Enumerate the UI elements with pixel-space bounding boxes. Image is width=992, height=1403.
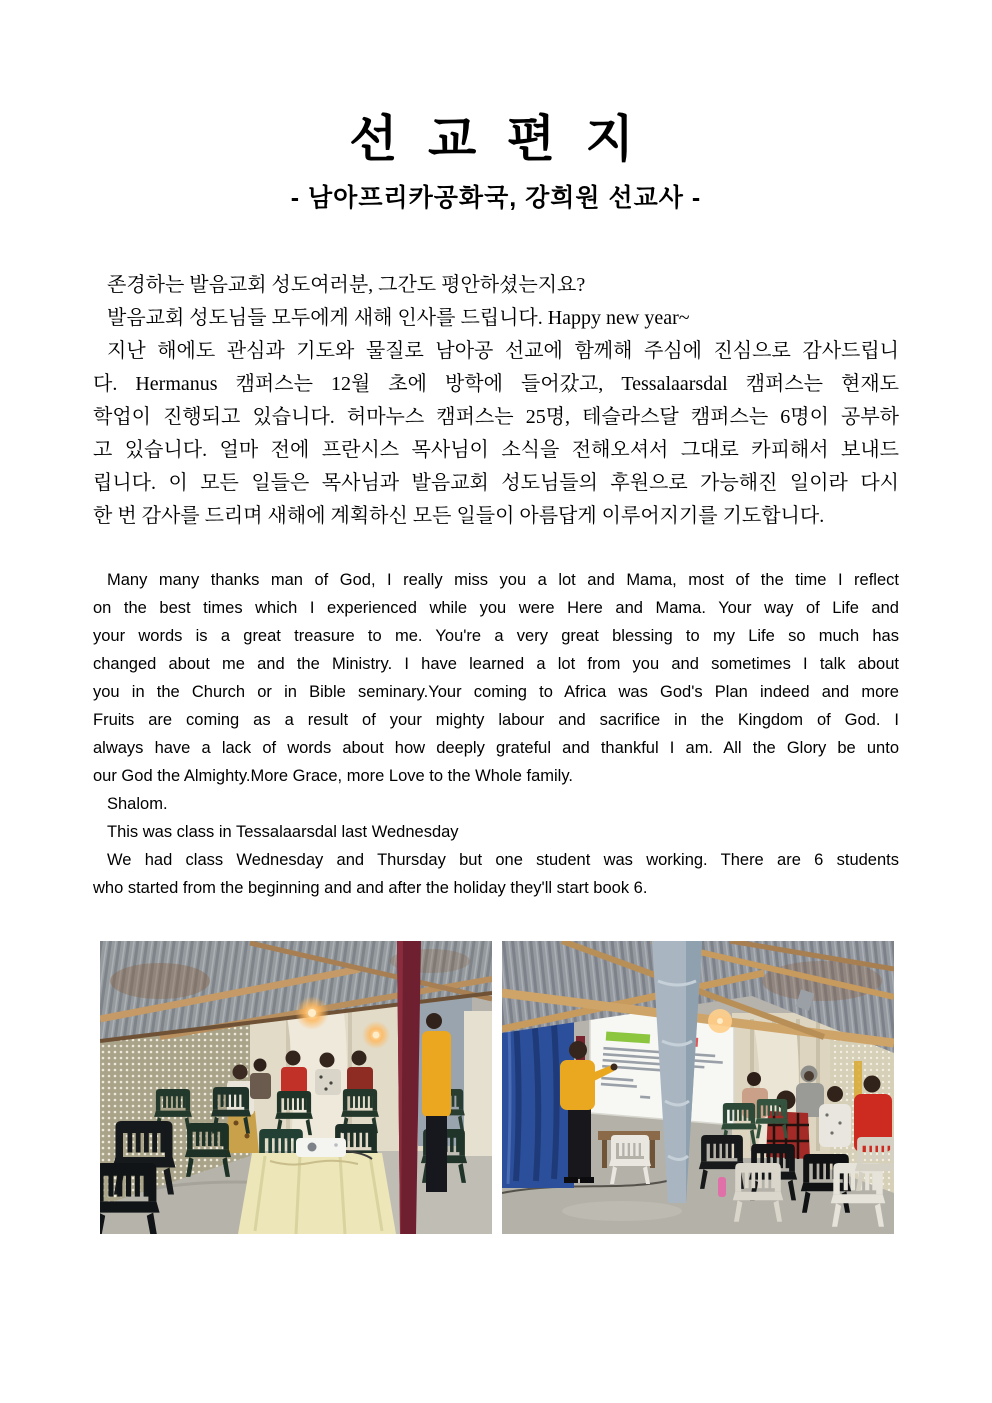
english-line: your words is a great treasure to me. You're a very great blessing to my Life so much has	[93, 627, 899, 645]
korean-line: 한 번 감사를 드리며 새해에 계획하신 모든 일들이 아름답게 이루어지기를 기도합니다.	[93, 505, 825, 527]
english-line: changed about me and the Ministry. I have learned a lot from you and sometimes I talk about	[93, 655, 899, 673]
classroom-photo-1	[100, 941, 492, 1234]
korean-line: 발음교회 성도님들 모두에게 새해 인사를 드립니다. Happy new year~	[107, 307, 690, 329]
english-line: Fruits are coming as a result of your mighty labour and sacrifice in the Kingdom of God. I	[93, 711, 899, 729]
korean-line: 립니다. 이 모든 일들은 목사님과 발음교회 성도님들의 후원으로 가능해진 일이라 다시	[93, 472, 899, 494]
korean-letter-body	[93, 269, 899, 533]
english-line: our God the Almighty.More Grace, more Love to the Whole family.	[93, 767, 573, 785]
english-line: you in the Church or in Bible seminary.Your coming to Africa was God's Plan indeed and more	[93, 683, 899, 701]
page-subtitle: - 남아프리카공화국, 강희원 선교사 -	[290, 184, 702, 212]
korean-line: 지난 해에도 관심과 기도와 물질로 남아공 선교에 함께해 주심에 진심으로 감사드립니	[107, 340, 899, 362]
korean-line: 학업이 진행되고 있습니다. 허마누스 캠퍼스는 25명, 테슬라스달 캠퍼스는 6명이 공부하	[93, 406, 899, 428]
korean-line: 고 있습니다. 얼마 전에 프란시스 목사님이 소식을 전해오셔서 그대로 카피해서 보내드	[93, 439, 899, 461]
photo-row	[100, 941, 894, 1234]
english-line: always have a lack of words about how deeply grateful and thankful I am. All the Glory be unto	[93, 739, 899, 757]
english-line: We had class Wednesday and Thursday but one student was working. There are 6 students	[107, 851, 899, 869]
korean-line: 다. Hermanus 캠퍼스는 12월 초에 방학에 들어갔고, Tessalaarsdal 캠퍼스는 현재도	[93, 373, 899, 395]
english-line: on the best times which I experienced while you were Here and Mama. Your way of Life and	[93, 599, 899, 617]
english-line: who started from the beginning and and after the holiday they'll start book 6.	[93, 879, 648, 897]
english-line: Many many thanks man of God, I really miss you a lot and Mama, most of the time I reflect	[107, 571, 899, 589]
page-title: 선 교 편 지	[349, 111, 643, 167]
korean-line: 존경하는 발음교회 성도여러분, 그간도 평안하셨는지요?	[107, 274, 586, 296]
classroom-photo-2	[502, 941, 894, 1234]
english-line: Shalom.	[107, 795, 168, 813]
english-letter-body	[93, 566, 899, 902]
english-line: This was class in Tessalaarsdal last Wednesday	[107, 823, 459, 841]
